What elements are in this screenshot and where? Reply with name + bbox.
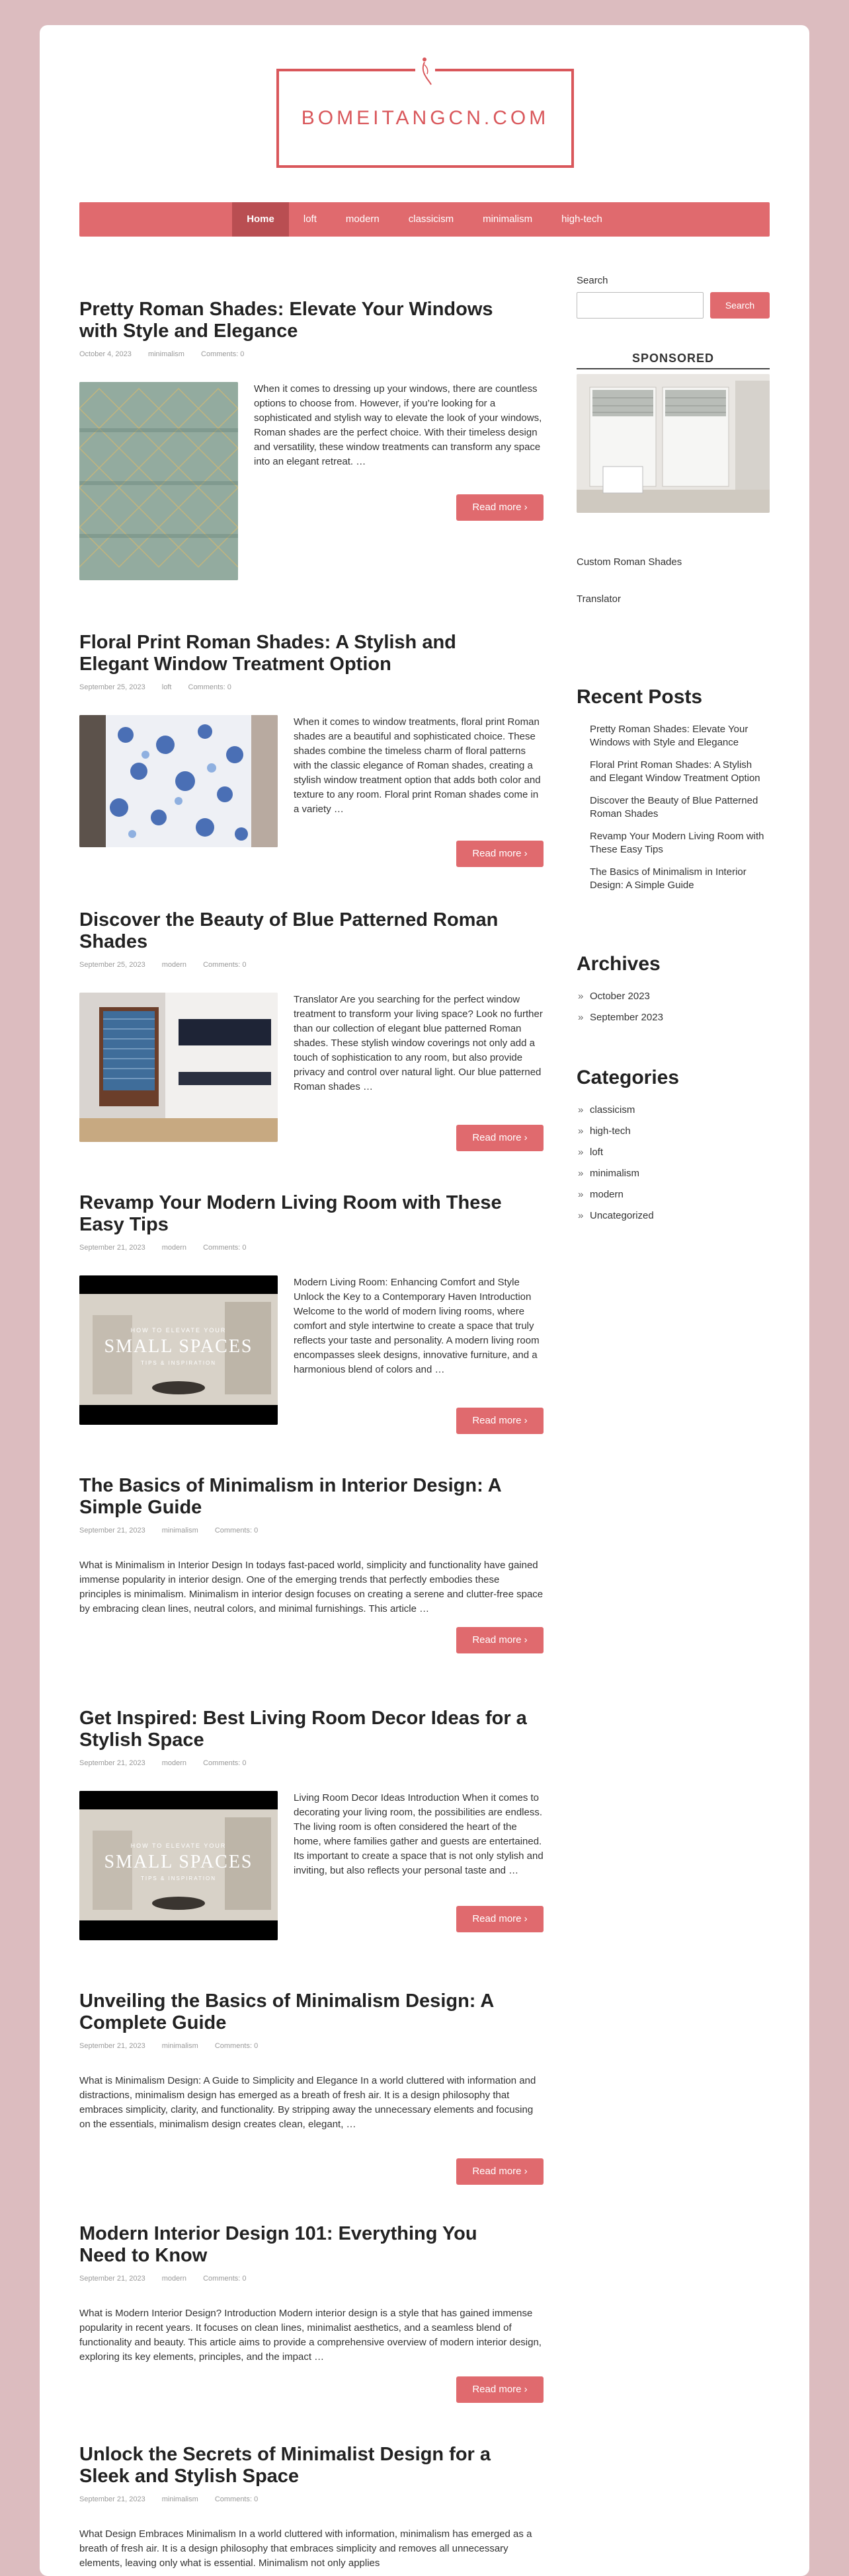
post-title[interactable]: Revamp Your Modern Living Room with These Easy Tips: [79, 1192, 502, 1235]
category-label: Uncategorized: [590, 1210, 654, 1221]
post-excerpt: Modern Living Room: Enhancing Comfort and Style Unlock the Key to a Contemporary Haven Introduction Welcome to the world of modern living rooms, where comfort and style intertwine to create a space that truly reflects your taste and personality. A modern living room encompasses sleek designs, innovative furniture, and a harmonious blend of colors and …: [294, 1277, 540, 1375]
recent-posts-title: Recent Posts: [577, 686, 703, 708]
post-item: [79, 632, 544, 859]
archive-link[interactable]: [577, 1011, 770, 1024]
recent-post-link[interactable]: Floral Print Roman Shades: A Stylish and Elegant Window Treatment Option: [590, 759, 760, 784]
chevron-right-icon: »: [578, 1147, 584, 1158]
chevron-right-icon: »: [578, 1210, 584, 1221]
post-item: [79, 2444, 544, 2569]
categories-list: [577, 1104, 770, 1231]
chevron-right-icon: »: [578, 1104, 584, 1116]
post-thumbnail[interactable]: [79, 1791, 278, 1940]
post-comments[interactable]: Comments: 0: [203, 2275, 247, 2283]
category-label: minimalism: [590, 1168, 639, 1179]
post-category[interactable]: modern: [161, 1759, 187, 1767]
archive-label: September 2023: [590, 1012, 663, 1023]
page-container: [40, 25, 809, 2576]
post-category[interactable]: modern: [161, 961, 187, 969]
overlay-small-text: HOW TO ELEVATE YOUR: [130, 1842, 227, 1849]
nav-modern[interactable]: modern: [345, 213, 380, 225]
post-category[interactable]: minimalism: [161, 1527, 198, 1534]
overlay-sub-text: TIPS & INSPIRATION: [140, 1360, 217, 1366]
nav-classicism[interactable]: classicism: [408, 213, 454, 225]
post-comments[interactable]: Comments: 0: [214, 2042, 259, 2050]
sponsored-link[interactable]: Custom Roman Shades: [577, 556, 682, 568]
post-meta: [79, 1244, 544, 1253]
overlay-small-text: HOW TO ELEVATE YOUR: [130, 1327, 227, 1334]
category-label: modern: [590, 1189, 624, 1200]
post-date[interactable]: September 21, 2023: [79, 2495, 145, 2503]
post-date[interactable]: September 21, 2023: [79, 2042, 145, 2050]
overlay-sub-text: TIPS & INSPIRATION: [140, 1875, 217, 1881]
post-comments[interactable]: Comments: 0: [214, 1527, 259, 1534]
post-meta: [79, 1527, 544, 1536]
logo-figure-icon: [415, 52, 435, 89]
category-label: classicism: [590, 1104, 635, 1116]
search-button[interactable]: Search: [710, 292, 770, 319]
category-link[interactable]: [577, 1125, 770, 1138]
post-date[interactable]: September 21, 2023: [79, 1759, 145, 1767]
post-title[interactable]: The Basics of Minimalism in Interior Design: A Simple Guide: [79, 1475, 501, 1518]
post-title[interactable]: Discover the Beauty of Blue Patterned Roman Shades: [79, 909, 499, 952]
post-meta: [79, 2275, 544, 2284]
sponsored-heading: SPONSORED: [577, 352, 770, 369]
post-category[interactable]: minimalism: [161, 2495, 198, 2503]
chevron-right-icon: »: [578, 1189, 584, 1200]
post-meta: [79, 1759, 544, 1768]
translator-label[interactable]: Translator: [577, 593, 621, 605]
post-meta: [79, 2495, 544, 2505]
site-logo[interactable]: [276, 69, 574, 168]
nav-minimalism[interactable]: minimalism: [483, 213, 533, 225]
site-title: BOMEITANGCN.COM: [301, 107, 549, 129]
read-more-button[interactable]: Read more ›: [456, 2376, 544, 2403]
category-label: high-tech: [590, 1125, 631, 1137]
post-date[interactable]: September 25, 2023: [79, 961, 145, 969]
post-meta: [79, 961, 544, 970]
post-thumbnail[interactable]: [79, 993, 278, 1142]
main-nav: [79, 202, 770, 237]
category-link[interactable]: [577, 1146, 770, 1159]
post-category[interactable]: modern: [161, 1244, 187, 1252]
post-title[interactable]: Modern Interior Design 101: Everything You Need to Know: [79, 2223, 477, 2266]
post-date[interactable]: September 25, 2023: [79, 683, 145, 691]
recent-post-link[interactable]: Discover the Beauty of Blue Patterned Roman Shades: [590, 795, 758, 819]
post-excerpt: What is Modern Interior Design? Introduction Modern interior design is a style that has gained immense popularity in recent years. It focuses on clean lines, minimalist aesthetics, and a seamless blend of functionality and beauty. This article aims to provide a comprehensive overview of modern interior design, exploring its key elements, principles, and the impact …: [79, 2308, 542, 2363]
post-title[interactable]: Unveiling the Basics of Minimalism Design: A Complete Guide: [79, 1990, 494, 2033]
post-thumbnail[interactable]: [79, 382, 238, 580]
read-more-button[interactable]: Read more ›: [456, 1627, 544, 1653]
recent-post-link[interactable]: The Basics of Minimalism in Interior Design: A Simple Guide: [590, 866, 747, 891]
chevron-right-icon: »: [578, 1125, 584, 1137]
post-category[interactable]: modern: [161, 2275, 187, 2283]
post-comments[interactable]: Comments: 0: [203, 1244, 247, 1252]
post-excerpt: When it comes to dressing up your windows, there are countless options to choose from. However, if you’re looking for a sophisticated and stylish way to elevate the look of your windows, Roman shades are the perfect choice. With their timeless design and versatility, these window treatments can transform any space into an elegant retreat. …: [254, 383, 542, 467]
overlay-big-text: SMALL SPACES: [104, 1336, 253, 1357]
categories-title: Categories: [577, 1067, 680, 1088]
read-more-button[interactable]: Read more ›: [456, 494, 544, 521]
recent-post-link[interactable]: Pretty Roman Shades: Elevate Your Windows with Style and Elegance: [590, 724, 748, 748]
nav-high-tech[interactable]: high-tech: [561, 213, 602, 225]
archive-label: October 2023: [590, 991, 650, 1002]
read-more-button[interactable]: Read more ›: [456, 2158, 544, 2185]
overlay-big-text: SMALL SPACES: [104, 1852, 253, 1872]
post-thumbnail[interactable]: [79, 715, 278, 847]
post-item: [79, 1475, 544, 1646]
post-title[interactable]: Unlock the Secrets of Minimalist Design for a Sleek and Stylish Space: [79, 2444, 491, 2487]
category-link[interactable]: [577, 1104, 770, 1117]
post-meta: [79, 350, 544, 360]
read-more-button[interactable]: Read more ›: [456, 1125, 544, 1151]
post-item: [79, 2223, 544, 2395]
post-excerpt: What is Minimalism Design: A Guide to Simplicity and Elegance In a world cluttered with information and distractions, minimalism design has emerged as a breath of fresh air. It is a design philosophy that embraces simplicity, clarity, and functionality. By stripping away the unnecessary elements and focusing on the essentials, minimalism design creates clean, elegant, …: [79, 2075, 536, 2130]
post-excerpt: When it comes to window treatments, floral print Roman shades are a beautiful and sophisticated choice. These shades combine the timeless charm of floral patterns with the classic elegance of Roman shades, creating a stylish window treatment option that adds both color and texture to any room. Floral print Roman shades come in a variety …: [294, 716, 541, 815]
post-comments[interactable]: Comments: 0: [188, 683, 231, 691]
post-category[interactable]: minimalism: [161, 2042, 198, 2050]
category-label: loft: [590, 1147, 604, 1158]
chevron-right-icon: »: [578, 1168, 584, 1179]
post-comments[interactable]: Comments: 0: [203, 1759, 247, 1767]
post-meta: [79, 2042, 544, 2051]
post-excerpt: What is Minimalism in Interior Design In todays fast-paced world, simplicity and functionality have gained immense popularity in interior design. One of the emerging trends that perfectly embodies these principles is minimalism. Minimalism in interior design focuses on creating a serene and clutter-free space by embracing clean lines, neutral colors, and minimal furnishings. This article …: [79, 1560, 544, 1614]
post-category[interactable]: minimalism: [147, 350, 184, 358]
nav-loft[interactable]: loft: [303, 213, 317, 225]
post-item: [79, 1990, 544, 2177]
post-comments[interactable]: Comments: 0: [203, 961, 247, 969]
archives-title: Archives: [577, 953, 661, 975]
post-excerpt: What Design Embraces Minimalism In a world cluttered with information, minimalism has emerged as a breath of fresh air. It is a design philosophy that embraces simplicity and removes all unnecessary elements, leaving only what is essential. Minimalism not only applies: [79, 2528, 532, 2569]
post-title[interactable]: Get Inspired: Best Living Room Decor Ideas for a Stylish Space: [79, 1708, 527, 1751]
post-date[interactable]: September 21, 2023: [79, 1244, 145, 1252]
sponsored-image[interactable]: [577, 374, 770, 513]
category-link[interactable]: [577, 1188, 770, 1201]
post-comments[interactable]: Comments: 0: [214, 2495, 259, 2503]
post-item: [79, 1192, 544, 1426]
post-date[interactable]: September 21, 2023: [79, 2275, 145, 2283]
search-form: [577, 292, 770, 319]
recent-post-link[interactable]: Revamp Your Modern Living Room with These Easy Tips: [590, 831, 764, 855]
read-more-button[interactable]: Read more ›: [456, 841, 544, 867]
post-excerpt: Living Room Decor Ideas Introduction When it comes to decorating your living room, the possibilities are endless. The living room is often considered the heart of the home, where families gather and guests are entertained. Its important to create a space that is not only stylish and inviting, but also reflects your personal taste and …: [294, 1792, 544, 1876]
recent-posts-list: [577, 723, 770, 901]
post-title[interactable]: Floral Print Roman Shades: A Stylish and Elegant Window Treatment Option: [79, 632, 456, 675]
post-item: [79, 299, 544, 513]
post-excerpt: Translator Are you searching for the perfect window treatment to transform your living space? Look no further than our collection of elegant blue patterned Roman shades. These stylish window coverings not only add a touch of sophistication to any room, but also provide privacy and control over natural light. Our blue patterned Roman shades …: [294, 994, 543, 1092]
post-date[interactable]: October 4, 2023: [79, 350, 132, 358]
chevron-right-icon: »: [578, 1012, 584, 1023]
post-comments[interactable]: Comments: 0: [201, 350, 245, 358]
read-more-button[interactable]: Read more ›: [456, 1906, 544, 1932]
search-input[interactable]: [577, 292, 704, 319]
post-thumbnail[interactable]: [79, 1275, 278, 1425]
post-date[interactable]: September 21, 2023: [79, 1527, 145, 1534]
search-label: Search: [577, 275, 608, 286]
post-category[interactable]: loft: [161, 683, 172, 691]
category-link[interactable]: [577, 1167, 770, 1180]
archives-list: [577, 990, 770, 1032]
post-meta: [79, 683, 544, 693]
category-link[interactable]: [577, 1209, 770, 1223]
post-title[interactable]: Pretty Roman Shades: Elevate Your Windows with Style and Elegance: [79, 299, 493, 342]
archive-link[interactable]: [577, 990, 770, 1003]
read-more-button[interactable]: Read more ›: [456, 1408, 544, 1434]
chevron-right-icon: »: [578, 991, 584, 1002]
post-item: [79, 909, 544, 1143]
nav-home[interactable]: Home: [232, 202, 289, 237]
post-item: [79, 1708, 544, 1924]
